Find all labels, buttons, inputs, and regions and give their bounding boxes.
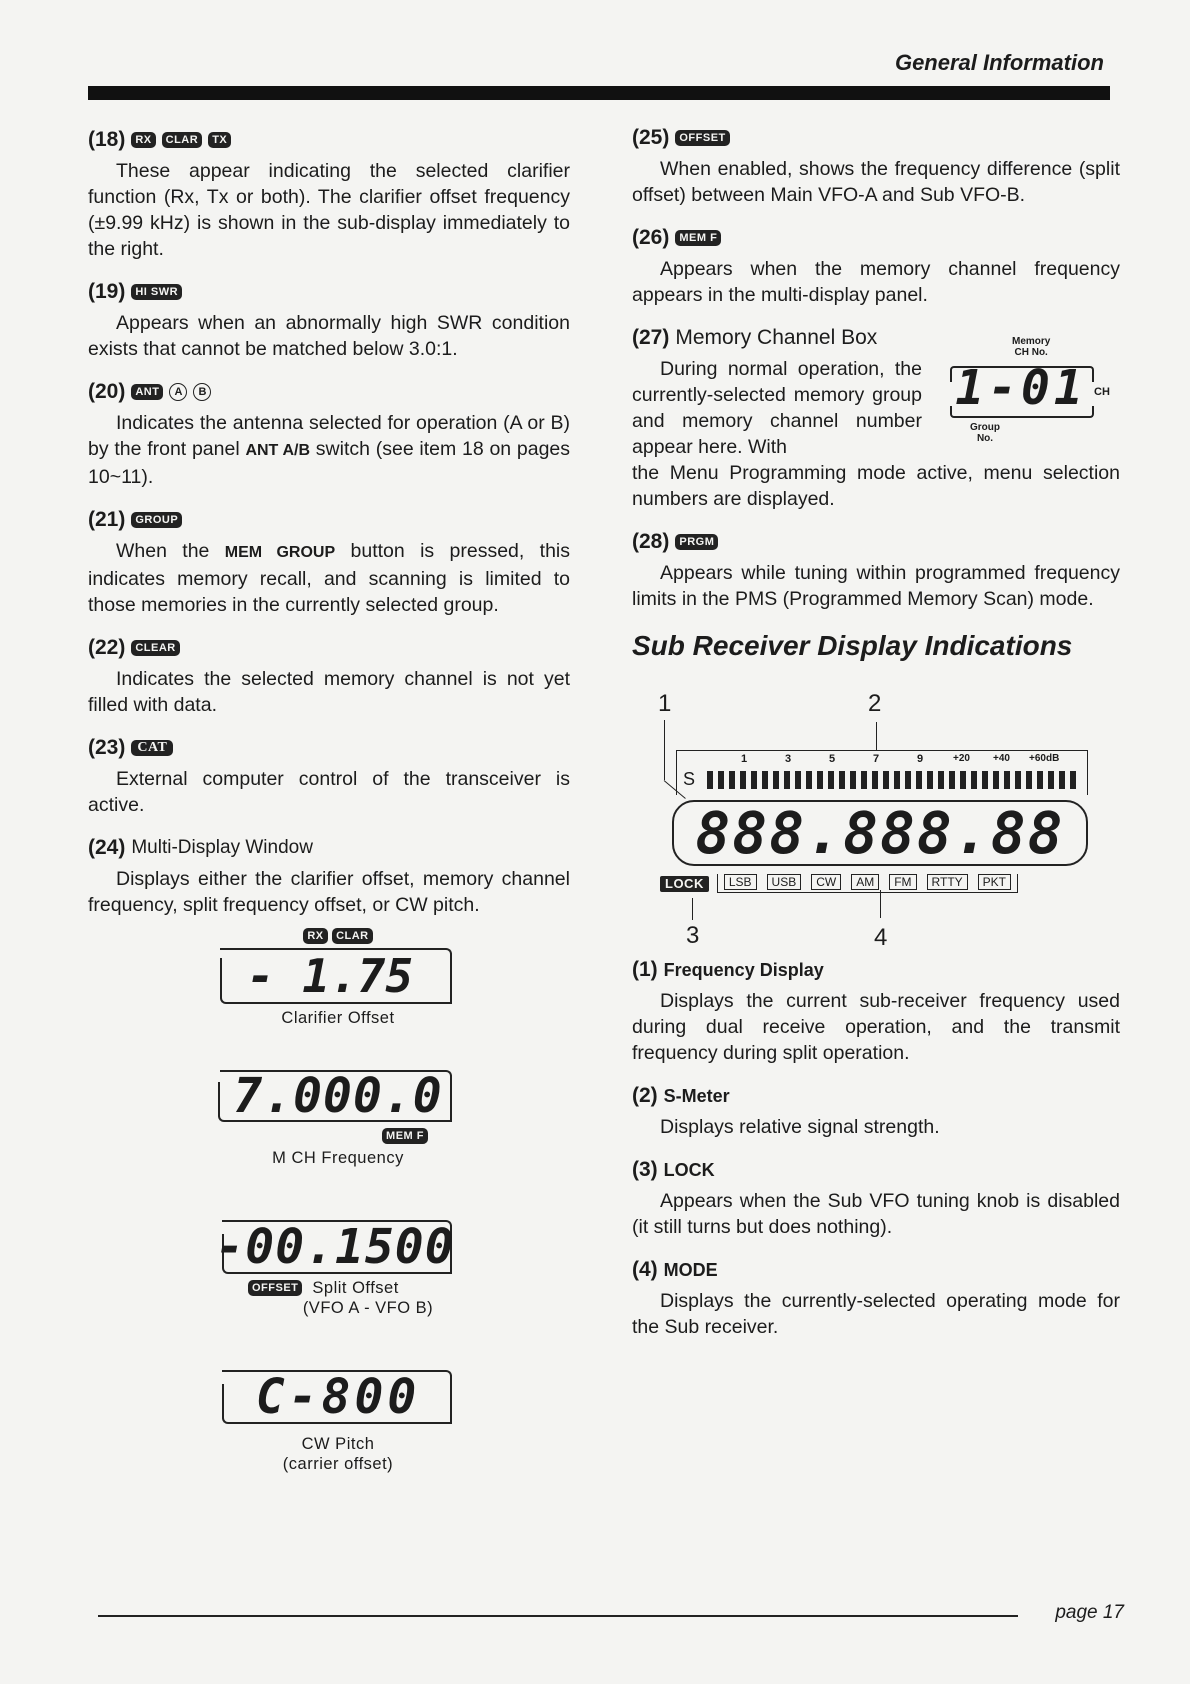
section-text: Appears when the memory channel frequency appears in the multi-display panel.: [632, 258, 1120, 306]
section-28: [632, 530, 1120, 612]
mode-rtty: RTTY: [927, 874, 968, 890]
display-caption: Clarifier Offset: [281, 1009, 395, 1027]
sub-section-3: [632, 1158, 1120, 1240]
section-21: [88, 508, 570, 618]
mem-box-value: 1-01: [955, 360, 1087, 416]
section-number: (24): [88, 836, 126, 859]
section-number: (3): [632, 1158, 658, 1181]
section-22: [88, 636, 570, 718]
section-number: (28): [632, 530, 670, 553]
section-text: Appears when the Sub VFO tuning knob is disabled (it still turns but does nothing).: [632, 1190, 1120, 1238]
section-19: [88, 280, 570, 362]
sub-section-2: [632, 1084, 1120, 1140]
ant-badge: ANT: [131, 384, 163, 400]
section-text: Displays either the clarifier offset, memory channel frequency, split frequency offset, or CW pitch.: [88, 868, 570, 916]
mem-f-badge: MEM F: [382, 1128, 428, 1144]
section-text: Displays relative signal strength.: [660, 1116, 940, 1138]
sub-receiver-heading: Sub Receiver Display Indications: [632, 630, 1073, 661]
section-number: (19): [88, 280, 126, 303]
callout-line-1: [664, 720, 665, 780]
clar-badge: CLAR: [162, 132, 203, 148]
section-text: When enabled, shows the frequency difference (split offset) between Main VFO-A and Sub VFO-B.: [632, 158, 1120, 206]
tx-badge: TX: [208, 132, 231, 148]
s-meter-segments: [707, 771, 1077, 789]
section-number: (22): [88, 636, 126, 659]
lcd-value: 7.000.0: [233, 1068, 443, 1124]
section-text: When the MEM GROUP button is pressed, this indicates memory recall, and scanning is limited to those memories in the currently selected group.: [88, 540, 571, 616]
section-26: [632, 226, 1120, 308]
section-title: LOCK: [663, 1159, 715, 1180]
cw-pitch-display: [218, 1366, 458, 1474]
mode-fm: FM: [889, 874, 916, 890]
sub-receiver-diagram: [632, 690, 1092, 950]
s-meter-scale: [703, 753, 1073, 767]
section-27: [632, 326, 1120, 512]
display-caption: M CH Frequency: [272, 1149, 404, 1167]
scale-tick: 1: [741, 753, 748, 765]
left-column: [88, 128, 570, 1486]
right-column: [632, 126, 1120, 1358]
section-title: MODE: [663, 1259, 718, 1280]
section-24: [88, 836, 570, 918]
mode-indicators: [717, 874, 1018, 893]
section-text: Displays the currently-selected operating mode for the Sub receiver.: [632, 1290, 1120, 1338]
multi-display-examples: [88, 926, 570, 1486]
lcd-value: - 1.75: [246, 949, 414, 1003]
section-20: [88, 380, 570, 490]
mode-lsb: LSB: [724, 874, 757, 890]
section-number: (1): [632, 958, 658, 981]
sub-frequency-value: 888.888.88: [695, 799, 1065, 867]
scale-tick: 5: [829, 753, 836, 765]
section-25: [632, 126, 1120, 208]
cat-badge: CAT: [131, 740, 173, 756]
callout-line-2: [876, 722, 877, 750]
callout-line-3: [692, 898, 693, 920]
section-23: [88, 736, 570, 818]
scale-tick: +40: [993, 753, 1010, 764]
memory-channel-frequency-display: [218, 1066, 458, 1168]
display-caption-2: (VFO A - VFO B): [302, 1299, 434, 1317]
hi-swr-badge: HI SWR: [131, 284, 182, 300]
section-number: (23): [88, 736, 126, 759]
section-number: (4): [632, 1258, 658, 1281]
scale-tick: 9: [917, 753, 924, 765]
section-title: S-Meter: [663, 1085, 730, 1106]
footer-rule: [98, 1615, 1018, 1617]
memory-channel-box: [930, 336, 1120, 446]
page-number: page 17: [1055, 1602, 1124, 1623]
s-label: S: [683, 769, 696, 789]
sub-frequency-display: [672, 800, 1088, 866]
callout-4: 4: [874, 924, 888, 951]
scale-tick: 7: [873, 753, 880, 765]
mode-pkt: PKT: [978, 874, 1011, 890]
section-text: External computer control of the transceiver is active.: [88, 768, 570, 816]
rx-badge: RX: [131, 132, 155, 148]
offset-badge: OFFSET: [675, 130, 729, 146]
section-number: (27): [632, 326, 670, 349]
mode-usb: USB: [767, 874, 802, 890]
mem-label-top: Memory CH No.: [1012, 336, 1051, 358]
lock-indicator: LOCK: [660, 876, 709, 892]
mem-label-group: Group No.: [970, 422, 1000, 444]
section-text: Displays the current sub-receiver frequency used during dual receive operation, and the transmit frequency during split operation.: [632, 990, 1120, 1064]
mem-label-ch: CH: [1094, 386, 1110, 398]
mode-am: AM: [851, 874, 879, 890]
section-number: (21): [88, 508, 126, 531]
section-18: [88, 128, 570, 262]
section-title: Memory Channel Box: [675, 326, 878, 349]
clarifier-offset-display: [218, 926, 458, 1028]
section-text: Appears when an abnormally high SWR condition exists that cannot be matched below 3.0:1.: [88, 312, 570, 360]
section-number: (26): [632, 226, 670, 249]
section-text: Indicates the antenna selected for operation (A or B) by the front panel ANT A/B switch (see item 18 on pages 10~11).: [88, 412, 571, 488]
mem-f-badge: MEM F: [675, 230, 721, 246]
split-offset-display: [215, 1216, 458, 1318]
scale-tick: 3: [785, 753, 792, 765]
scale-tick: +20: [953, 753, 970, 764]
offset-badge: OFFSET: [248, 1280, 302, 1296]
antenna-a-icon: A: [169, 383, 187, 401]
s-meter: [676, 750, 1088, 795]
group-badge: GROUP: [131, 512, 182, 528]
section-title: Frequency Display: [663, 959, 824, 980]
display-caption: Split Offset: [312, 1279, 399, 1297]
section-text-cont: the Menu Programming mode active, menu selection numbers are displayed.: [632, 462, 1120, 510]
rx-badge: RX: [303, 928, 327, 944]
page-header-title: General Information: [894, 50, 1104, 75]
mode-row: [660, 874, 1018, 893]
sub-section-4: [632, 1258, 1120, 1340]
clar-badge: CLAR: [332, 928, 373, 944]
section-number: (25): [632, 126, 670, 149]
section-number: (18): [88, 128, 126, 151]
callout-3: 3: [686, 922, 700, 949]
section-text: Appears while tuning within programmed frequency limits in the PMS (Programmed Memory Scan) mode.: [632, 562, 1120, 610]
display-caption-2: (carrier offset): [282, 1455, 394, 1473]
clear-badge: CLEAR: [131, 640, 179, 656]
header-bar: [88, 86, 1110, 100]
section-number: (2): [632, 1084, 658, 1107]
section-text: Indicates the selected memory channel is not yet filled with data.: [88, 668, 570, 716]
scale-tick: +60dB: [1029, 753, 1060, 764]
prgm-badge: PRGM: [675, 534, 718, 550]
callout-1: 1: [658, 690, 672, 717]
lcd-value: C-800: [255, 1369, 421, 1425]
section-number: (20): [88, 380, 126, 403]
section-text: These appear indicating the selected clarifier function (Rx, Tx or both). The clarifier offset frequency (±9.99 kHz) is shown in the sub-display immediately to the right.: [88, 160, 570, 260]
display-caption: CW Pitch: [301, 1435, 375, 1453]
section-text: During normal operation, the currently-selected memory group and memory channel number appear here. With: [632, 358, 922, 458]
antenna-b-icon: B: [193, 383, 211, 401]
sub-section-1: [632, 958, 1120, 1066]
mode-cw: CW: [811, 874, 841, 890]
callout-line-4: [880, 890, 881, 918]
callout-2: 2: [868, 690, 882, 717]
section-title: Multi-Display Window: [131, 837, 313, 858]
lcd-value: -00.1500: [215, 1219, 455, 1275]
